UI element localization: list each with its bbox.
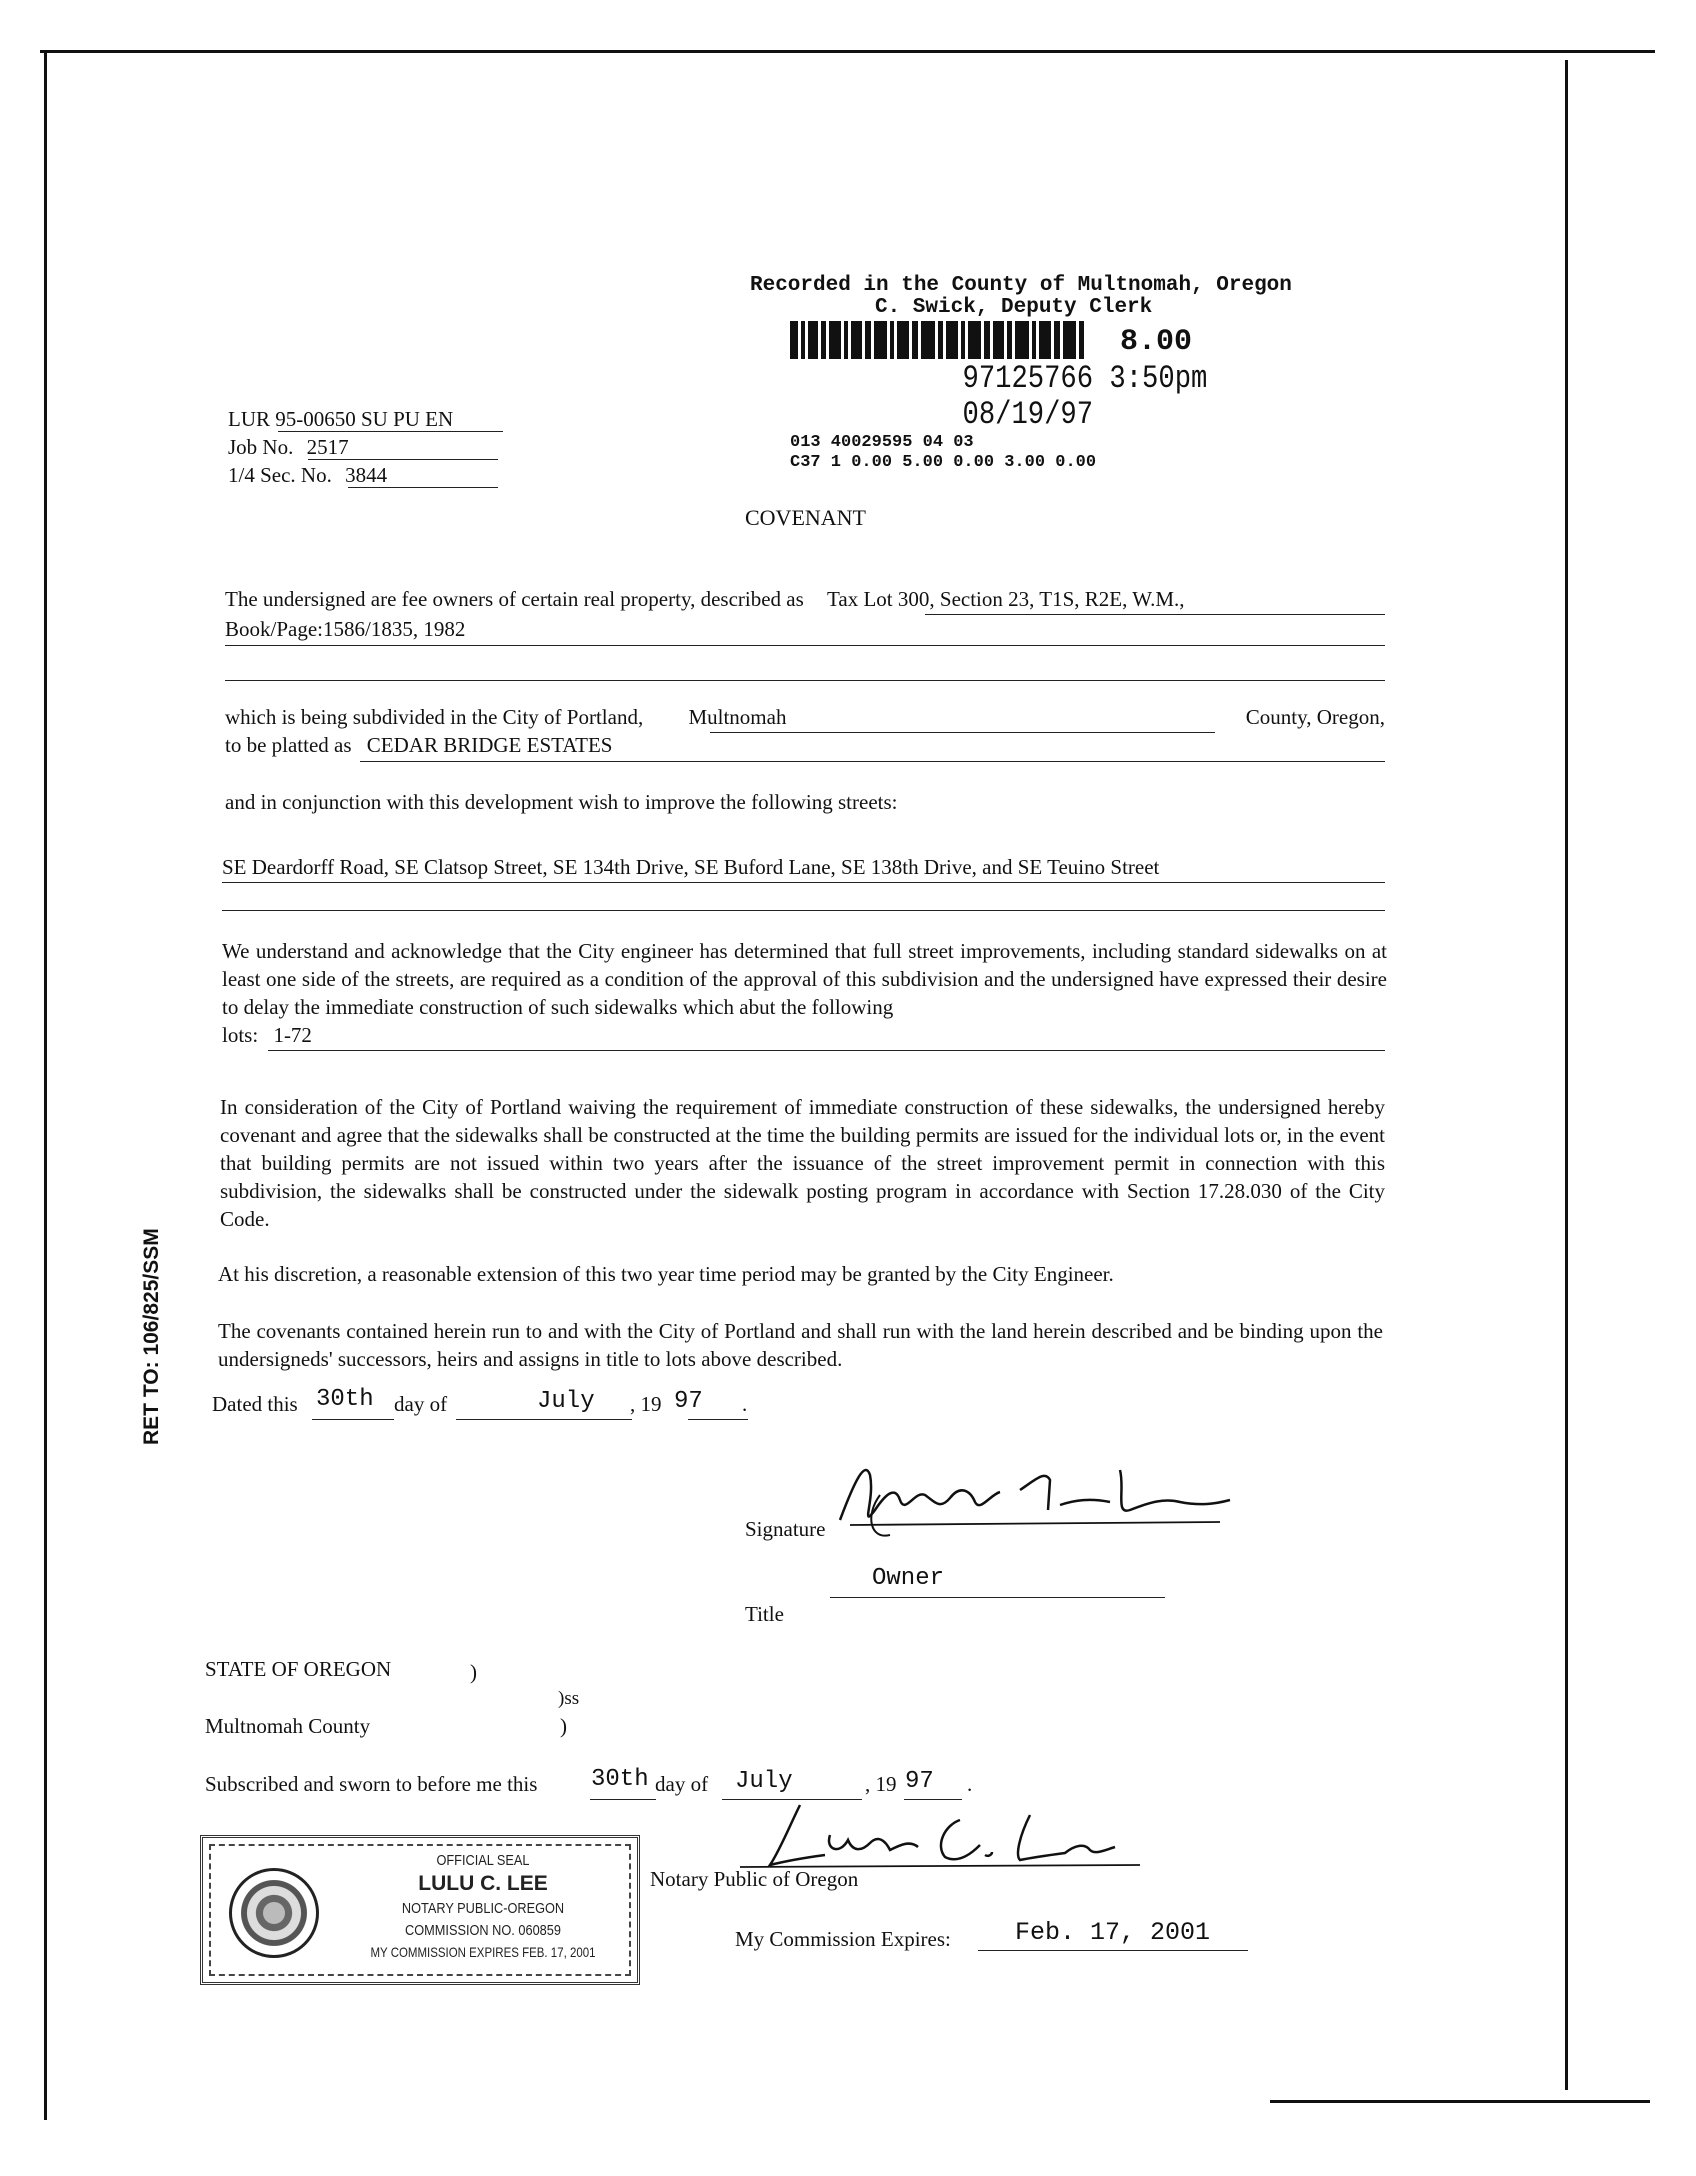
title-label: Title [745,1602,784,1626]
recording-stamp [750,275,1370,473]
job-number-value: 2517 [306,435,349,459]
recording-code1: 013 40029595 04 03 [790,433,974,452]
scan-border-left [44,50,47,2120]
signer-title: Owner [872,1565,945,1592]
oregon-seal-icon [229,1868,319,1958]
lots-value: 1-72 [273,1023,312,1047]
quarter-section-number: 1/4 Sec. No. 3844 [228,461,508,489]
recording-code2: C37 1 0.00 5.00 0.00 3.00 0.00 [790,453,1097,472]
recording-fee: 8.00 [1120,325,1193,359]
recording-line2: C. Swick, Deputy Clerk [875,296,1153,319]
understand-paragraph: We understand and acknowledge that the City engineer has determined that full street improvements, including standard sidewalks on at least one side of the streets, are required as a condition of the approval of this subdivision and the undersigned have expressed their desire to delay the immediate construction of such sidewalks which abut the following [222,939,1387,1019]
ss-mark: )ss [558,1688,580,1709]
seal-line1: OFFICIAL SEAL [436,1852,530,1869]
seal-line2: LULU C. LEE [418,1872,548,1895]
quarter-section-value: 3844 [345,463,388,487]
state-paren: ) [470,1660,477,1684]
property-desc-line2: Book/Page:1586/1835, 1982 [225,617,466,641]
dated-year: 97 [674,1388,703,1415]
seal-line4: COMMISSION NO. 060859 [405,1922,561,1939]
dated-line: Dated this 30th day of July , 19 97 . [212,1386,748,1416]
notary-seal [200,1835,640,1985]
lots-line: lots: 1-72 [222,1023,312,1047]
seal-line3: NOTARY PUBLIC-OREGON [401,1900,565,1917]
dated-month: July [537,1388,595,1415]
plat-name: CEDAR BRIDGE ESTATES [366,733,613,757]
sworn-day: 30th [591,1766,649,1793]
streets-intro: and in conjunction with this development wish to improve the following streets: [225,790,898,814]
signature-label: Signature [745,1517,826,1541]
property-intro: The undersigned are fee owners of certain real property, described as [225,587,804,611]
lur-number: LUR 95-00650 SU PU EN [228,405,508,433]
sworn-year: 97 [905,1768,934,1795]
subdivision-line2: to be platted as CEDAR BRIDGE ESTATES [225,733,613,757]
sworn-line: Subscribed and sworn to before me this 30th day of July , 19 97 . [205,1766,973,1796]
owner-signature [820,1440,1240,1550]
sworn-month: July [735,1768,793,1795]
commission-expires-label: My Commission Expires: [735,1927,951,1951]
property-desc-line1: Tax Lot 300, Section 23, T1S, R2E, W.M., [827,587,1185,611]
state-of-oregon: STATE OF OREGON [205,1657,392,1681]
job-number: Job No. 2517 [228,433,508,461]
notary-public-label: Notary Public of Oregon [650,1867,859,1891]
county-paren: ) [560,1714,567,1738]
consideration-paragraph: In consideration of the City of Portland waiving the requirement of immediate construction of these sidewalks, the undersigned hereby covenant and agree that the sidewalks shall be constructed at the time the building permits are issued for the individual lots or, in the event that building permits are not issued within two years after the issuance of the street improvement permit in connection with this subdivision, the sidewalks shall be constructed under the sidewalk posting program in accordance with Section 17.28.030 of the City Code. [220,1095,1385,1231]
seal-line5: MY COMMISSION EXPIRES FEB. 17, 2001 [370,1944,596,1960]
streets-list: SE Deardorff Road, SE Clatsop Street, SE 134th Drive, SE Buford Lane, SE 138th Drive, and SE Teuino Street [222,855,1160,879]
recording-line1: Recorded in the County of Multnomah, Oregon [750,274,1292,297]
header-block [228,405,508,489]
margin-return-note: RET TO: 106/825/SSM [140,1228,163,1445]
recording-doc-line: 97125766 3:50pm 08/19/97 [962,360,1208,433]
discretion-paragraph: At his discretion, a reasonable extension of this two year time period may be granted by the City Engineer. [218,1262,1114,1286]
dated-day: 30th [316,1386,374,1413]
barcode-icon [790,321,1110,359]
county-name: Multnomah County [205,1714,371,1738]
covenants-paragraph: The covenants contained herein run to and with the City of Portland and shall run with the land herein described and be binding upon the undersigneds' successors, heirs and assigns in title to lots above described. [218,1319,1383,1371]
property-section [225,585,1395,613]
subdivision-line1: which is being subdivided in the City of Portland, Multnomah County, Oregon, [225,705,1385,729]
scan-border-top [40,50,1655,53]
commission-expires-value: Feb. 17, 2001 [1015,1918,1211,1947]
scan-border-bottom [1270,2100,1650,2103]
scan-border-right [1565,60,1568,2090]
subdivision-county: Multnomah [688,705,787,729]
document-title: COVENANT [745,505,866,530]
